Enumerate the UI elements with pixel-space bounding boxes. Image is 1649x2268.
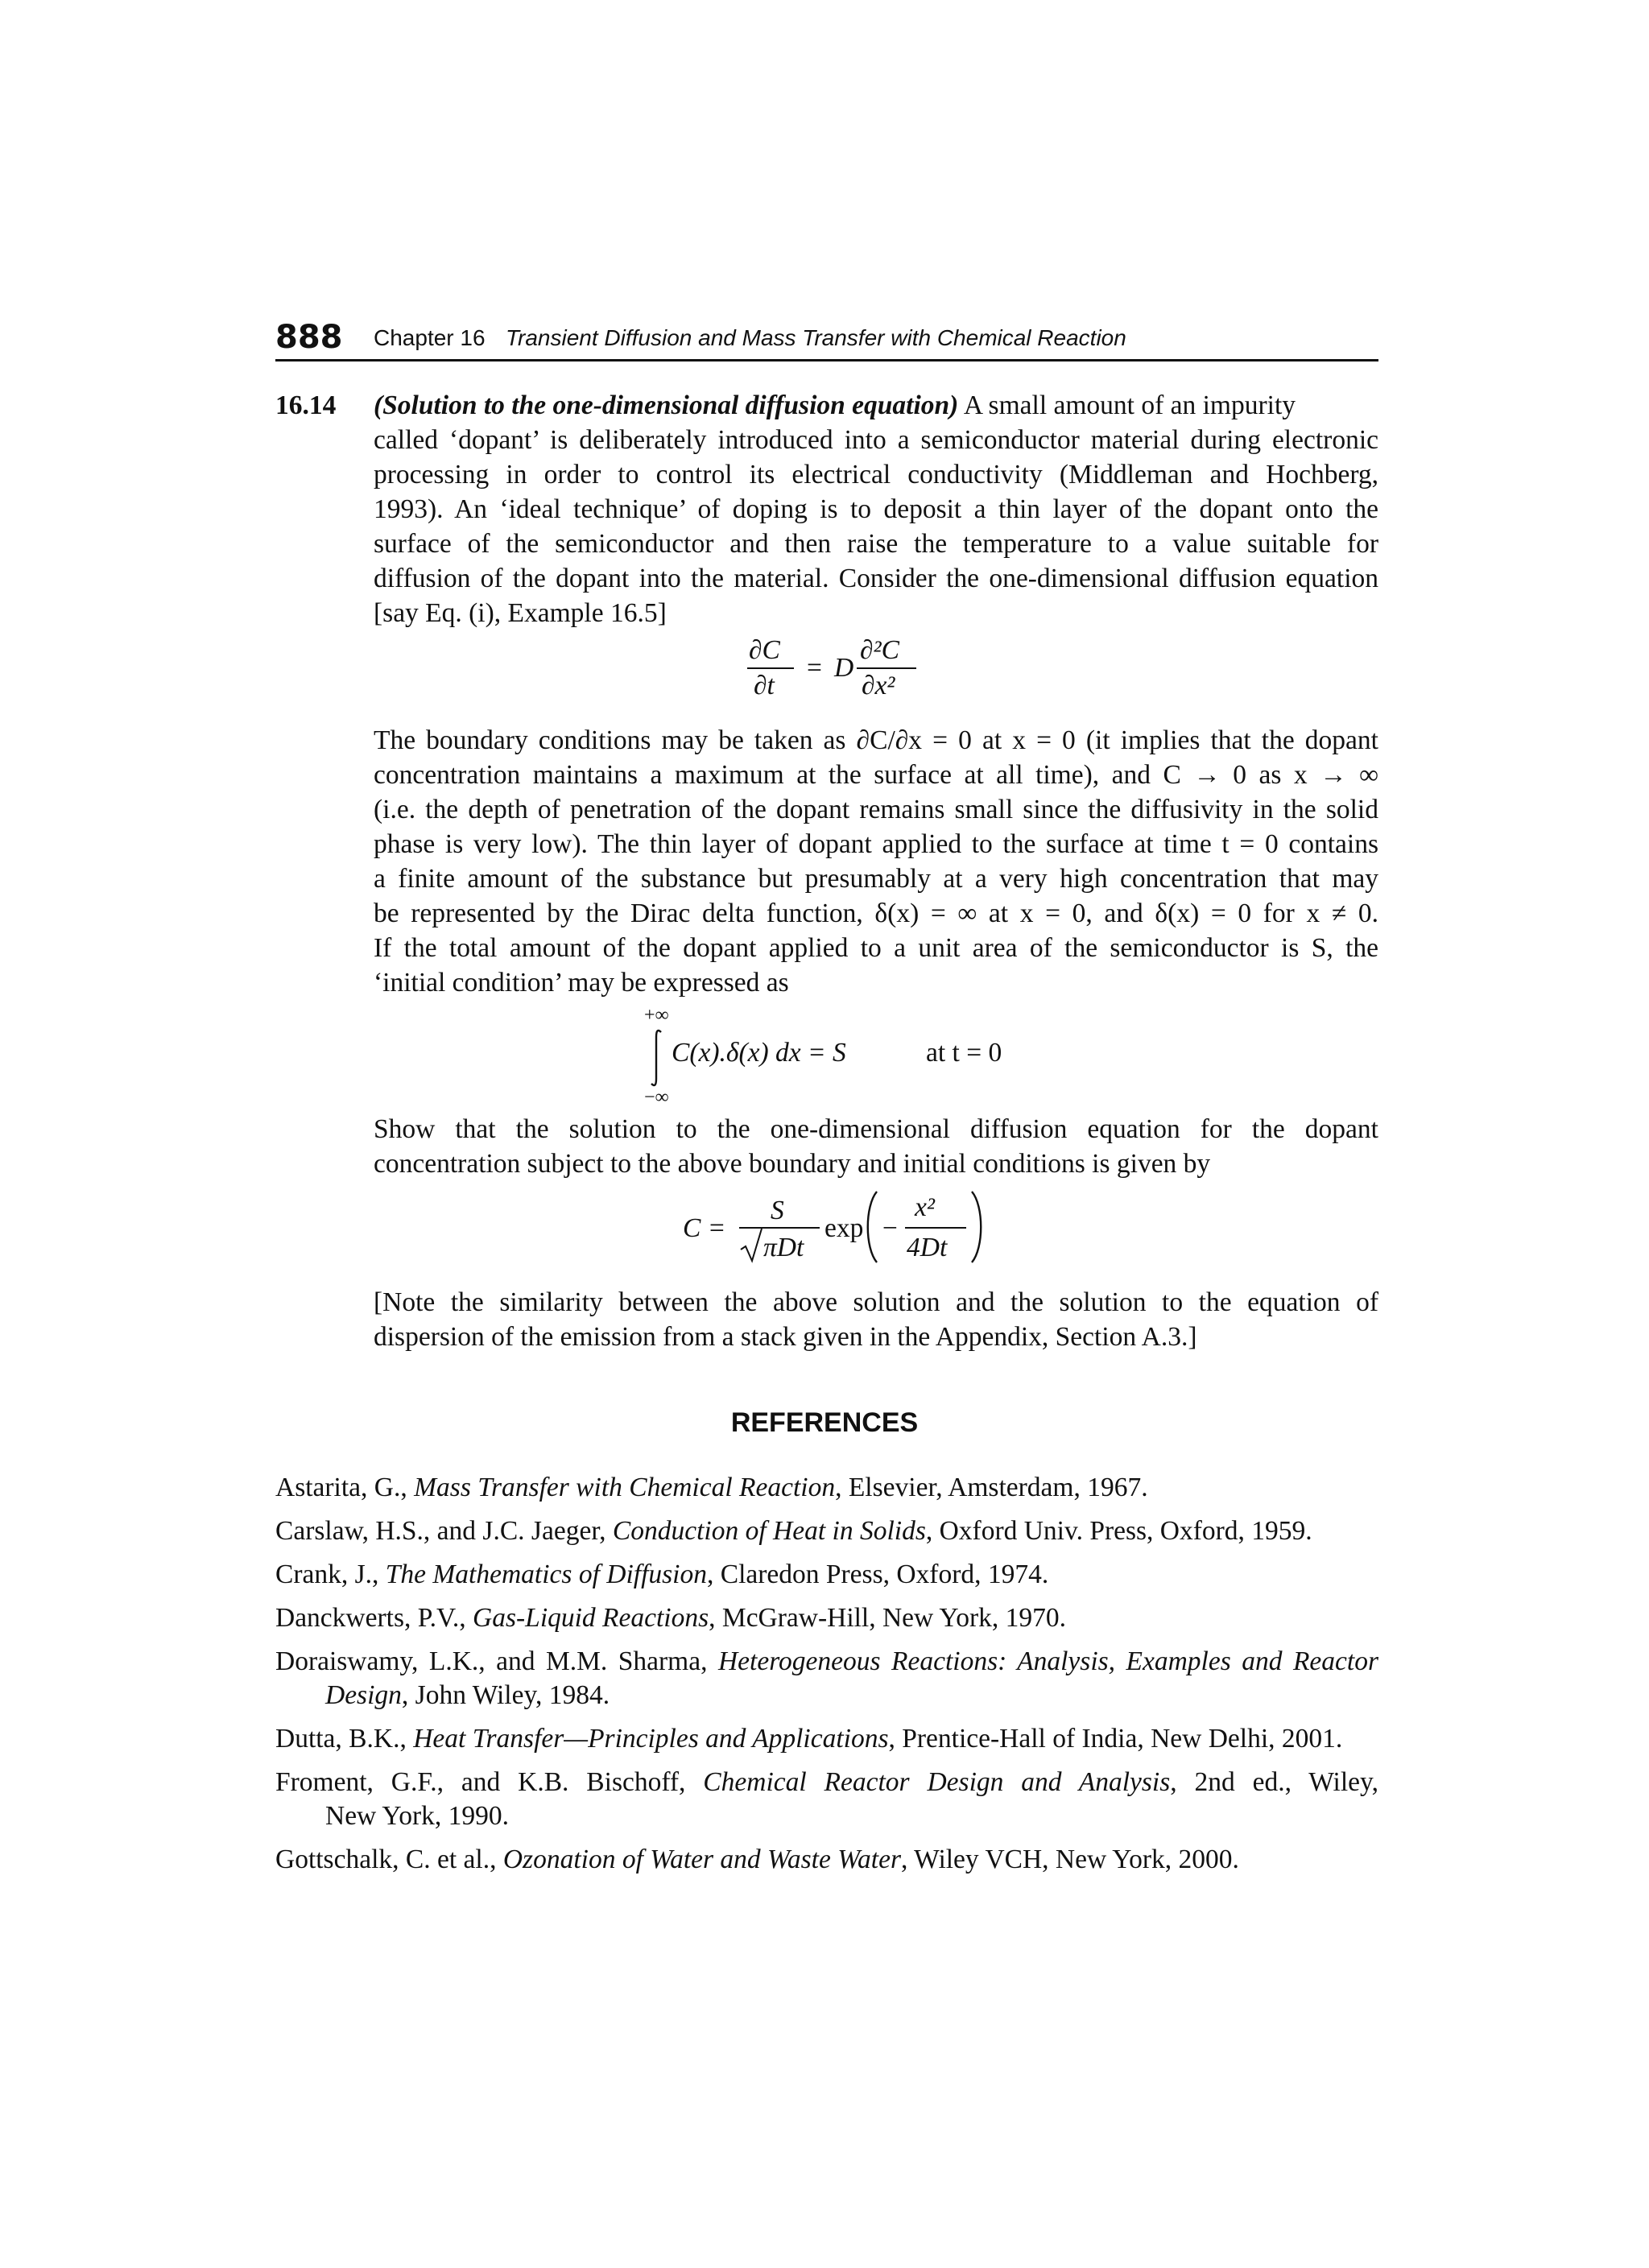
reference-item: Froment, G.F., and K.B. Bischoff, Chemical Reactor Design and Analysis, 2nd ed., Wiley, <box>275 1767 1378 1797</box>
eq1-lhs-numerator: ∂C <box>749 635 780 665</box>
paragraph-line: diffusion of the dopant into the material. Consider the one-dimensional diffusion equation <box>374 564 1378 593</box>
problem-title: (Solution to the one-dimensional diffusion equation) <box>374 390 959 420</box>
eq3-denominator: πDt <box>763 1233 804 1262</box>
chapter-title: Transient Diffusion and Mass Transfer with Chemical Reaction <box>506 325 1126 350</box>
square-root-icon <box>739 1227 763 1264</box>
integral-upper-limit: +∞ <box>644 1005 669 1026</box>
eq3-minus: − <box>882 1213 898 1243</box>
eq3-inner-numerator: x² <box>915 1192 935 1222</box>
reference-item: Doraiswamy, L.K., and M.M. Sharma, Heterogeneous Reactions: Analysis, Examples and Reactor <box>275 1646 1379 1676</box>
right-paren-icon <box>969 1190 986 1264</box>
eq1-rhs-denominator: ∂x² <box>862 671 895 700</box>
paragraph-line: a finite amount of the substance but presumably at a very high concentration that may <box>374 864 1378 894</box>
eq3-numerator: S <box>771 1196 784 1225</box>
reference-item-continued: New York, 1990. <box>325 1801 510 1831</box>
paragraph-line: A small amount of an impurity <box>958 390 1296 420</box>
reference-item: Gottschalk, C. et al., Ozonation of Water and Waste Water, Wiley VCH, New York, 2000. <box>275 1845 1239 1874</box>
paragraph-line: dispersion of the emission from a stack given in the Appendix, Section A.3.] <box>374 1322 1197 1352</box>
eq1-rhs-fraction-bar <box>857 667 916 669</box>
left-paren-icon <box>863 1190 879 1264</box>
problem-number: 16.14 <box>275 390 337 420</box>
paragraph-line: processing in order to control its electrical conductivity (Middleman and Hochberg, <box>374 460 1378 490</box>
paragraph-line: phase is very low). The thin layer of dopant applied to the surface at time t = 0 contains <box>374 829 1378 859</box>
paragraph-line: concentration maintains a maximum at the surface at all time), and C → 0 as x → ∞ <box>374 760 1378 790</box>
paragraph-line: (i.e. the depth of penetration of the dopant remains small since the diffusivity in the solid <box>374 795 1378 824</box>
paragraph-line: surface of the semiconductor and then raise the temperature to a value suitable for <box>374 529 1378 559</box>
integral-condition: at t = 0 <box>926 1038 1002 1068</box>
paragraph-line: 1993). An ‘ideal technique’ of doping is to deposit a thin layer of the dopant onto the <box>374 494 1378 524</box>
reference-item: Astarita, G., Mass Transfer with Chemical Reaction, Elsevier, Amsterdam, 1967. <box>275 1473 1148 1502</box>
paragraph-line: The boundary conditions may be taken as ∂C/∂x = 0 at x = 0 (it implies that the dopant <box>374 725 1378 755</box>
eq3-inner-fraction-bar <box>905 1227 966 1229</box>
eq1-rhs-numerator: ∂²C <box>860 635 899 665</box>
page-number: 888 <box>275 319 343 356</box>
eq1-lhs-denominator: ∂t <box>754 671 775 700</box>
reference-item-continued: Design, John Wiley, 1984. <box>325 1680 610 1710</box>
integral-sign-icon <box>647 1027 665 1089</box>
integral-expression: C(x).δ(x) dx = S <box>672 1038 846 1068</box>
chapter-label: Chapter 16 <box>374 325 486 350</box>
paragraph-line: If the total amount of the dopant applied to a unit area of the semiconductor is S, the <box>374 933 1378 963</box>
paragraph-line: Show that the solution to the one-dimensional diffusion equation for the dopant <box>374 1114 1378 1144</box>
eq3-exp: exp <box>824 1213 864 1243</box>
paragraph-line: concentration subject to the above boundary and initial conditions is given by <box>374 1149 1211 1179</box>
paragraph-line: [say Eq. (i), Example 16.5] <box>374 598 667 628</box>
eq3-inner-denominator: 4Dt <box>907 1233 948 1262</box>
reference-item: Carslaw, H.S., and J.C. Jaeger, Conduction of Heat in Solids, Oxford Univ. Press, Oxford, 1959. <box>275 1516 1312 1546</box>
eq1-coefficient: D <box>834 653 854 683</box>
header-rule <box>275 359 1378 361</box>
eq3-lhs: C = <box>683 1213 726 1243</box>
reference-item: Danckwerts, P.V., Gas-Liquid Reactions, McGraw-Hill, New York, 1970. <box>275 1603 1066 1633</box>
references-heading: REFERENCES <box>730 1407 919 1438</box>
paragraph-line: [Note the similarity between the above solution and the solution to the equation of <box>374 1287 1378 1317</box>
paragraph-line: ‘initial condition’ may be expressed as <box>374 968 789 998</box>
paragraph-line: be represented by the Dirac delta function, δ(x) = ∞ at x = 0, and δ(x) = 0 for x ≠ 0. <box>374 899 1378 928</box>
eq1-lhs-fraction-bar <box>747 667 794 669</box>
problem-first-line <box>374 390 1378 422</box>
paragraph-line: called ‘dopant’ is deliberately introduced into a semiconductor material during electronic <box>374 425 1378 455</box>
reference-item: Dutta, B.K., Heat Transfer—Principles and Applications, Prentice-Hall of India, New Delhi, 2001. <box>275 1724 1343 1754</box>
integral-lower-limit: −∞ <box>644 1087 669 1108</box>
reference-item: Crank, J., The Mathematics of Diffusion, Claredon Press, Oxford, 1974. <box>275 1560 1049 1589</box>
eq1-equals: = <box>807 653 822 683</box>
